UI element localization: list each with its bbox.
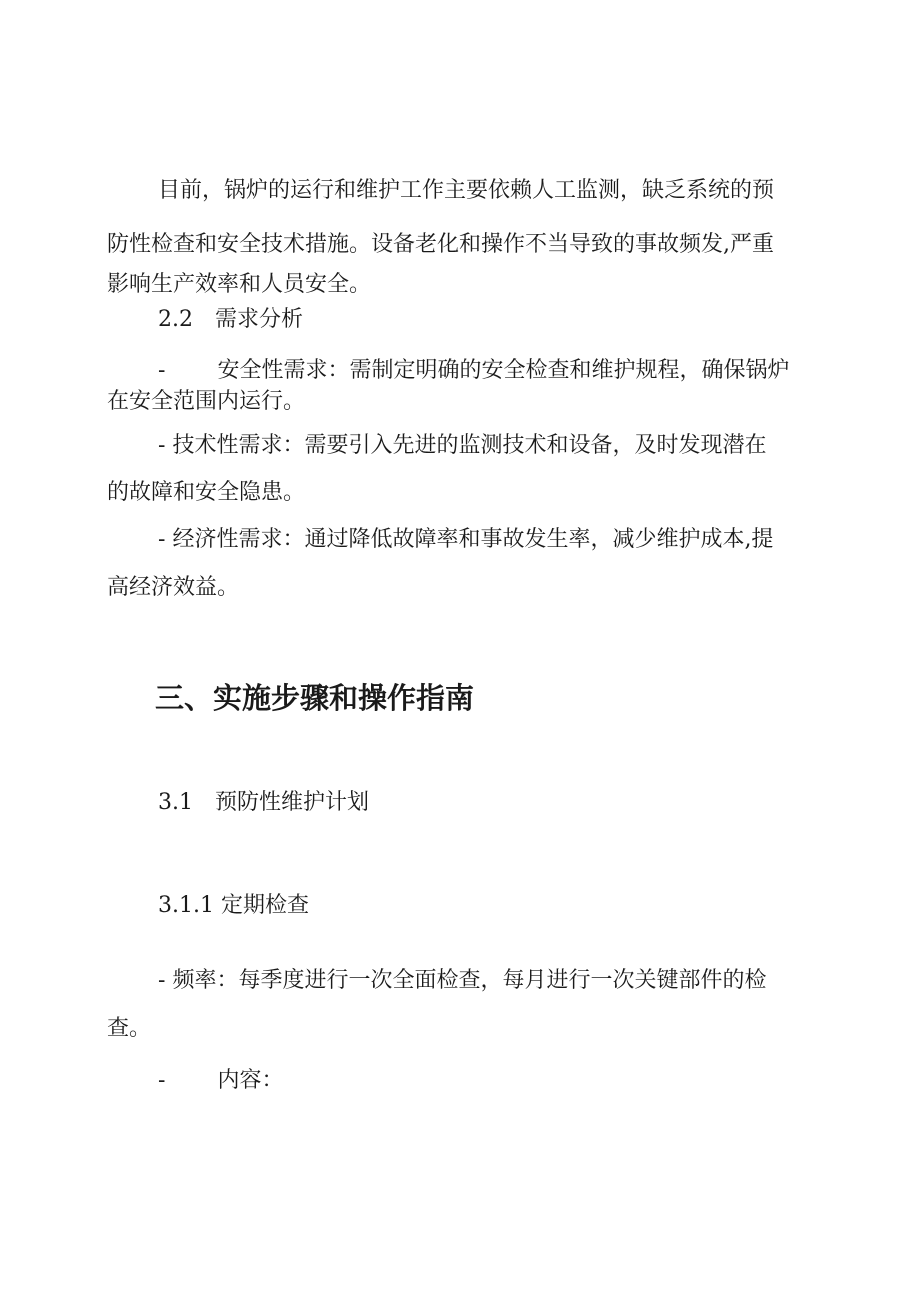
section-heading-3-1 [158, 788, 369, 818]
content-label: 内容： [217, 1068, 284, 1093]
paragraph-line: 目前，锅炉的运行和维护工作主要依赖人工监测，缺乏系统的预 [158, 178, 775, 203]
chapter-heading: 三、实施步骤和操作指南 [155, 681, 475, 715]
list-dash: - [158, 433, 166, 458]
content-item [158, 1066, 283, 1096]
paragraph-line: 影响生产效率和人员安全。 [107, 272, 372, 297]
section-number: 3.1 [158, 790, 193, 815]
section-heading-2-2 [158, 305, 303, 335]
section-number: 3.1.1 [158, 893, 214, 918]
list-dash: - [158, 968, 166, 993]
section-number: 2.2 [158, 307, 193, 332]
requirement-item [158, 525, 773, 555]
requirement-text: 安全性需求：需制定明确的安全检查和维护规程，确保锅炉 [217, 358, 790, 383]
frequency-continuation: 查。 [107, 1016, 152, 1041]
list-dash: - [158, 358, 166, 383]
requirement-text: 经济性需求：通过降低故障率和事故发生率，减少维护成本,提 [172, 527, 774, 552]
requirement-continuation: 高经济效益。 [107, 575, 240, 600]
list-dash: - [158, 527, 166, 552]
requirement-continuation: 的故障和安全隐患。 [107, 480, 306, 505]
requirement-continuation: 在安全范围内运行。 [107, 389, 306, 414]
requirement-item [158, 431, 766, 461]
list-dash: - [158, 1068, 166, 1093]
requirement-item [158, 356, 789, 386]
frequency-text: 频率：每季度进行一次全面检查，每月进行一次关键部件的检 [172, 968, 767, 993]
paragraph-line: 防性检查和安全技术措施。设备老化和操作不当导致的事故频发,严重 [107, 232, 774, 257]
section-title: 需求分析 [215, 307, 304, 332]
section-heading-3-1-1 [158, 891, 309, 921]
section-title: 预防性维护计划 [215, 790, 370, 815]
frequency-item [158, 966, 766, 996]
section-title: 定期检查 [220, 893, 309, 918]
requirement-text: 技术性需求：需要引入先进的监测技术和设备，及时发现潜在 [172, 433, 767, 458]
